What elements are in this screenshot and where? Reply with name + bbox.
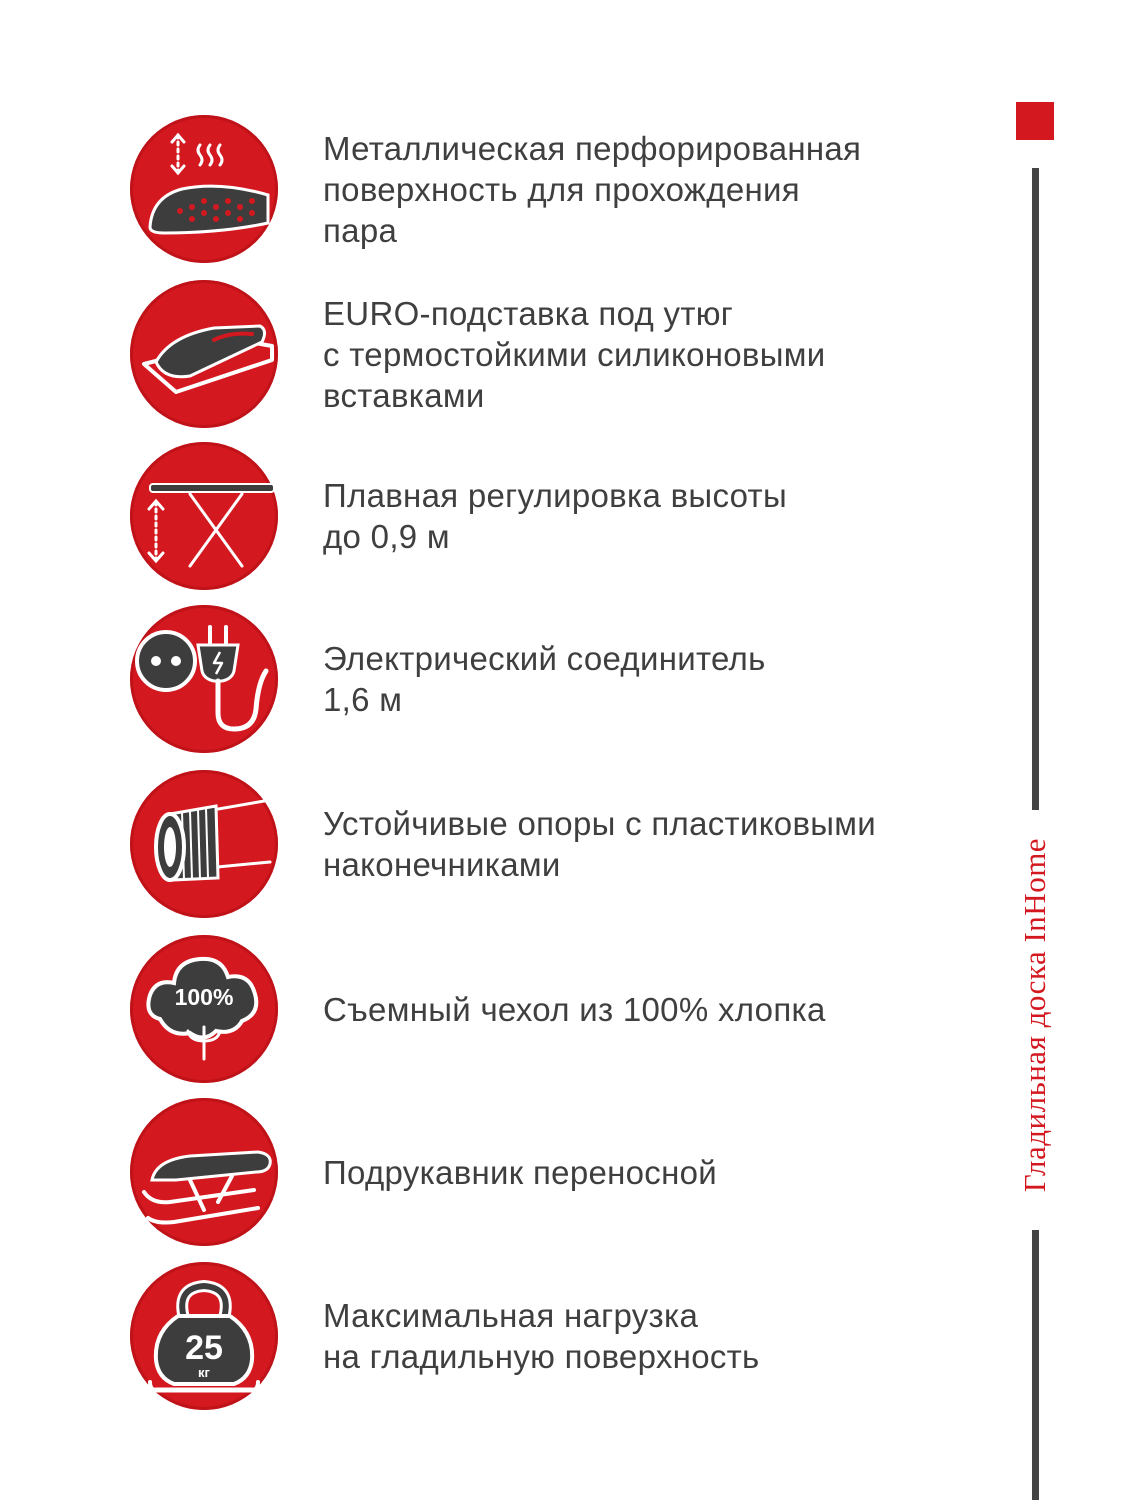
height-adjustment-icon [130,442,278,590]
feature-item [130,605,990,755]
sleeve-board-icon [130,1098,278,1246]
feature-item [130,1262,990,1412]
feature-item [130,115,990,265]
cotton-percent-label: 100% [174,984,234,1010]
feature-item [130,1098,990,1248]
rail-divider [1032,168,1039,810]
iron-rest-icon [130,280,278,428]
accent-square [1016,102,1054,140]
cotton-100-icon [130,935,278,1083]
feature-text: Максимальная нагрузка на гладильную поверхность [323,1297,760,1375]
electric-socket-plug-icon [130,605,278,753]
product-title-vertical: Гладильная доска InHome [1017,837,1052,1193]
plastic-leg-cap-icon [130,770,278,918]
feature-text: Устойчивые опоры с пластиковыми наконечниками [323,805,877,883]
feature-item [130,770,990,920]
feature-text: Металлическая перфорированная поверхность для прохождения пара [323,129,862,249]
weight-unit-label: кг [198,1365,210,1380]
feature-text: Подрукавник переносной [323,1153,718,1191]
side-rail [1010,100,1066,1500]
feature-item [130,442,990,592]
rail-divider [1032,1230,1039,1500]
weight-value-label: 25 [185,1329,223,1367]
feature-text: Электрический соединитель 1,6 м [323,640,766,718]
feature-item [130,935,990,1085]
perforated-steam-surface-icon [130,115,278,263]
feature-text: EURO-подставка под утюг с термостойкими силиконовыми вставками [323,294,826,414]
feature-text: Съемный чехол из 100% хлопка [323,990,826,1028]
feature-text: Плавная регулировка высоты до 0,9 м [323,477,787,555]
kettlebell-25kg-icon [130,1262,278,1410]
feature-item [130,280,990,430]
